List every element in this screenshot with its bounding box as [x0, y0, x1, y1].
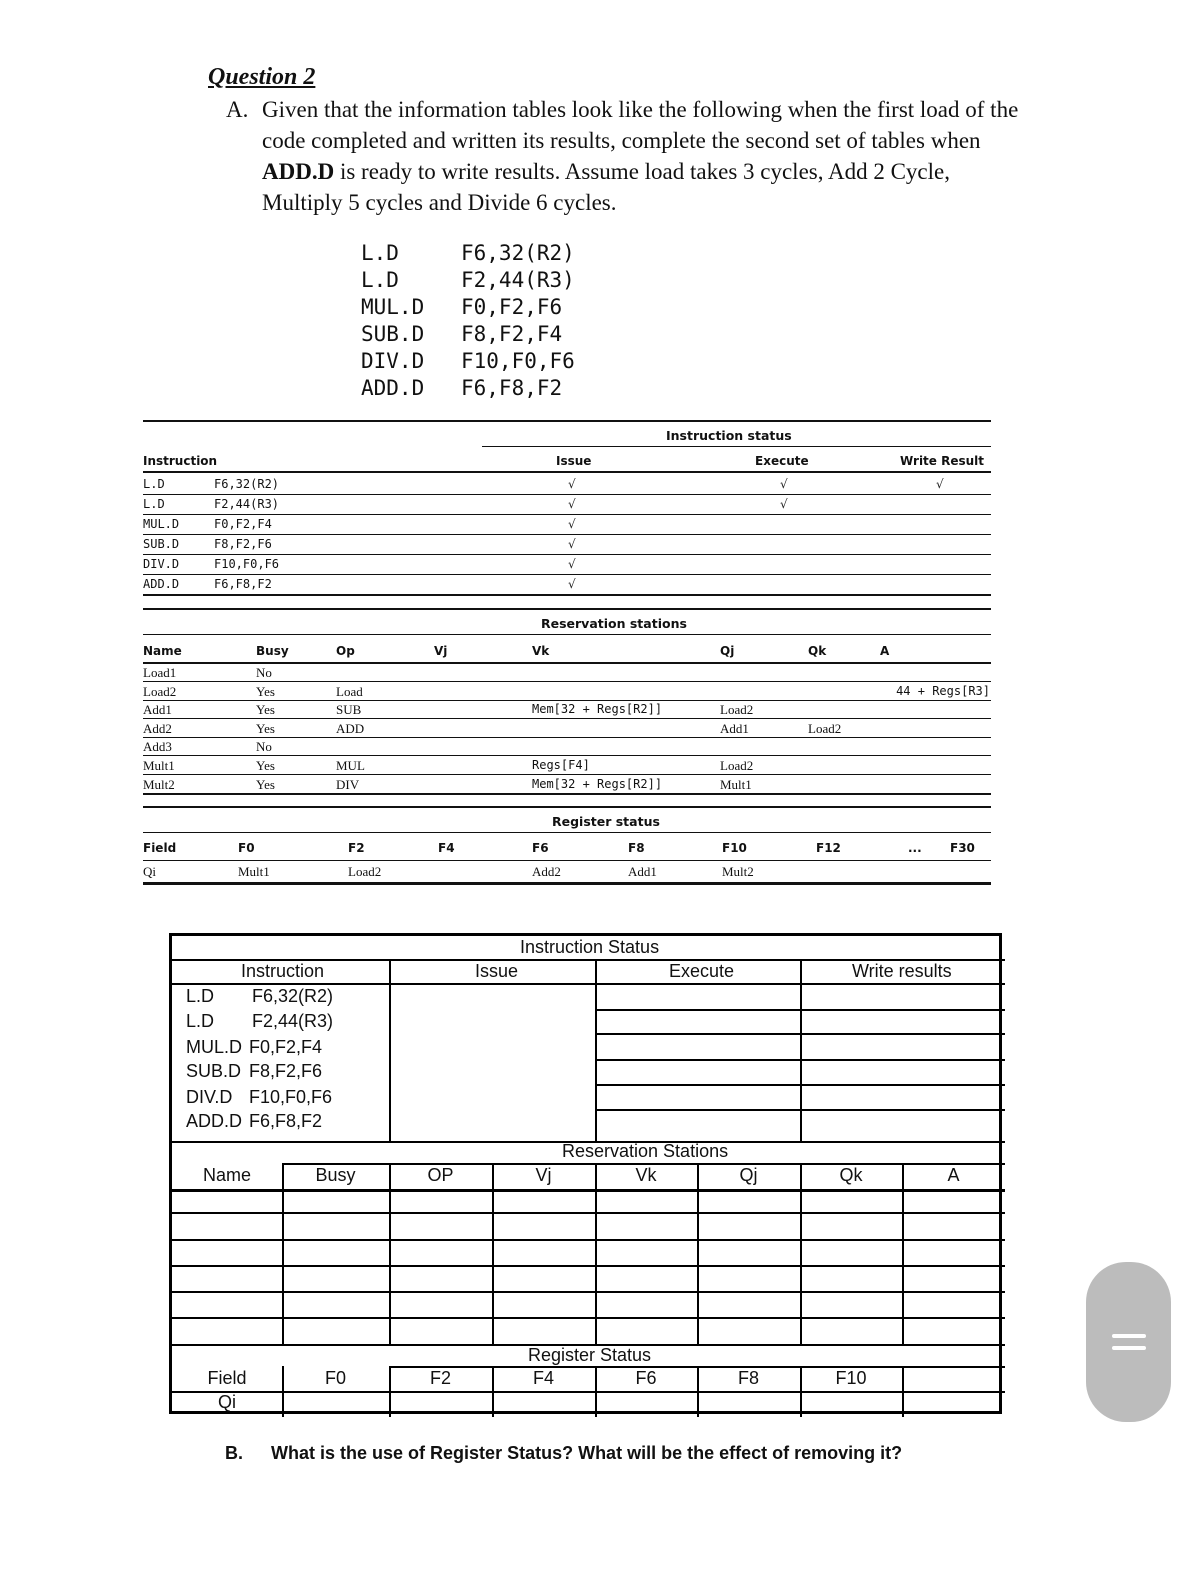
code-operands: F6,32(R2): [461, 241, 575, 265]
register-field: F10: [722, 841, 747, 855]
grid-line: [800, 959, 802, 1143]
row-divider: [143, 514, 991, 515]
instr-row-op: ADD.D: [143, 577, 180, 591]
register-qi-label: Qi: [143, 864, 156, 879]
register-qi: Mult1: [238, 864, 270, 879]
execute-check-icon: √: [780, 497, 788, 511]
row-divider: [143, 534, 991, 535]
code-line: [361, 321, 575, 348]
rs-cell-a: 44 + Regs[R3]: [896, 683, 990, 698]
rs-header-qj: Qj: [720, 644, 735, 658]
code-line: [361, 267, 575, 294]
row-divider: [143, 774, 991, 775]
answer-instr-op: SUB.D: [186, 1061, 242, 1081]
grid-line: [595, 1109, 1005, 1111]
rs-cell-qj: Mult1: [720, 776, 752, 792]
answer-reg-field: F4: [532, 1368, 554, 1388]
code-opcode: L.D: [361, 241, 399, 265]
answer-instr-args: F10,F0,F6: [249, 1087, 333, 1107]
grid-line: [172, 1189, 1005, 1192]
answer-instr-title: Instruction Status: [520, 937, 660, 957]
register-qi: Mult2: [722, 864, 754, 879]
grid-line: [172, 1317, 1005, 1319]
grid-line: [595, 1033, 1005, 1035]
answer-instr-args: F6,F8,F2: [249, 1111, 323, 1131]
answer-reg-title: Register Status: [528, 1345, 652, 1365]
code-opcode: L.D: [361, 268, 399, 292]
instr-header-instruction: Instruction: [143, 454, 218, 468]
answer-rs-header-busy: Busy: [315, 1165, 356, 1185]
rs-cell-qj: Load2: [720, 758, 754, 773]
row-divider: [143, 494, 991, 495]
answer-rs-title: Reservation Stations: [562, 1141, 729, 1161]
register-field: F0: [238, 841, 255, 855]
part-a-label: A.: [226, 97, 249, 122]
rs-header-vk: Vk: [532, 644, 550, 658]
register-qi: Load2: [348, 864, 382, 879]
rs-header-a: A: [880, 644, 890, 658]
issue-check-icon: √: [568, 557, 576, 571]
answer-issue-header: Issue: [475, 961, 519, 981]
instr-header-issue: Issue: [556, 454, 592, 468]
instr-row-args: F6,32(R2): [214, 477, 280, 491]
answer-instr-header: Instruction: [241, 961, 325, 981]
answer-instr-op: L.D: [186, 1011, 215, 1031]
rs-cell-op: ADD: [336, 720, 365, 736]
register-field: F2: [348, 841, 365, 855]
register-qi: Add1: [628, 864, 657, 879]
rs-header-busy: Busy: [256, 644, 289, 658]
register-field: ...: [908, 841, 922, 855]
instr-row-args: F8,F2,F6: [214, 537, 272, 551]
register-field: F30: [950, 841, 975, 855]
answer-instr-op: ADD.D: [186, 1111, 243, 1131]
grid-line: [172, 1212, 1005, 1214]
part-b-label: B.: [225, 1443, 243, 1463]
rs-header-name: Name: [143, 644, 182, 658]
rs-header-qk: Qk: [808, 644, 827, 658]
instr-row-op: DIV.D: [143, 557, 180, 571]
answer-reg-field: F10: [835, 1368, 867, 1388]
rs-cell-name: Mult1: [143, 758, 175, 773]
row-divider: [143, 554, 991, 555]
issue-check-icon: √: [568, 497, 576, 511]
row-divider: [143, 755, 991, 756]
issue-check-icon: √: [568, 577, 576, 591]
rs-cell-op: Load: [336, 683, 363, 699]
code-line: [361, 240, 575, 267]
instr-row-args: F6,F8,F2: [214, 577, 272, 591]
rs-cell-busy: No: [256, 739, 272, 755]
grid-line: [172, 983, 1005, 985]
answer-reg-field: F2: [429, 1368, 451, 1388]
rs-header-vj: Vj: [434, 644, 448, 658]
register-field: F6: [532, 841, 549, 855]
answer-instr-args: F6,32(R2): [252, 986, 334, 1006]
rs-cell-name: Mult2: [143, 776, 175, 792]
answer-rs-header-vj: Vj: [535, 1165, 552, 1185]
register-field-label: Field: [143, 841, 177, 855]
instr-row-op: MUL.D: [143, 517, 180, 531]
answer-rs-header-name: Name: [202, 1165, 251, 1185]
answer-reg-qi-label: Qi: [218, 1392, 236, 1412]
grid-line: [172, 1265, 1005, 1267]
rs-cell-op: MUL: [336, 758, 365, 773]
code-opcode: ADD.D: [361, 376, 425, 400]
execute-check-icon: √: [780, 477, 788, 491]
code-listing: [361, 240, 575, 402]
grid-line: [172, 1391, 1005, 1393]
code-operands: F10,F0,F6: [461, 349, 575, 373]
rs-cell-vk: Regs[F4]: [532, 758, 590, 772]
instr-row-op: SUB.D: [143, 537, 180, 551]
answer-rs-header-qj: Qj: [739, 1165, 758, 1185]
answer-instr-args: F2,44(R3): [252, 1011, 334, 1031]
code-line: [361, 348, 575, 375]
answer-reg-field: F8: [737, 1368, 759, 1388]
register-status-title: Register status: [552, 814, 660, 829]
instr-row-args: F0,F2,F4: [214, 517, 272, 531]
part-a-bold-keyword: ADD.D: [262, 159, 335, 184]
code-operands: F6,F8,F2: [461, 376, 563, 400]
answer-instr-op: MUL.D: [186, 1037, 243, 1057]
question-title: Question 2: [208, 64, 316, 90]
reservation-title: Reservation stations: [541, 616, 687, 631]
instr-row-op: L.D: [143, 497, 165, 511]
answer-reg-field: F0: [324, 1368, 346, 1388]
answer-execute-header: Execute: [669, 961, 735, 981]
rs-cell-busy: Yes: [256, 758, 275, 773]
rs-cell-name: Load1: [143, 665, 177, 680]
part-a-text: Given that the information tables look like the following when the first load of the code completed and written its results, complete the second set of tables when ADD.D is ready to write results. Assume load takes 3 cycles, Add 2 Cycle, Multiply 5 cycles and Divide 6 cycles.: [262, 97, 1019, 215]
answer-instr-op: DIV.D: [186, 1087, 233, 1107]
grid-line: [172, 1291, 1005, 1293]
row-divider: [143, 793, 991, 795]
answer-write-header: Write results: [852, 961, 952, 981]
rs-cell-vk: Mem[32 + Regs[R2]]: [532, 776, 663, 791]
grip-line-icon: [1112, 1346, 1146, 1350]
issue-check-icon: √: [568, 477, 576, 491]
answer-instr-args: F8,F2,F6: [249, 1061, 323, 1081]
code-operands: F0,F2,F6: [461, 295, 563, 319]
code-opcode: DIV.D: [361, 349, 425, 373]
answer-instr-args: F0,F2,F4: [249, 1037, 323, 1057]
instr-row-args: F2,44(R3): [214, 497, 280, 511]
write-check-icon: √: [936, 477, 944, 491]
answer-instr-op: L.D: [186, 986, 215, 1006]
rs-header-op: Op: [336, 644, 355, 658]
answer-rs-header-qk: Qk: [839, 1165, 863, 1185]
code-opcode: SUB.D: [361, 322, 425, 346]
answer-reg-field: F6: [635, 1368, 657, 1388]
rs-cell-qj: Load2: [720, 702, 754, 718]
rs-cell-op: SUB: [336, 702, 362, 718]
rs-cell-name: Add3: [143, 739, 172, 755]
instr-header-write: Write Result: [900, 454, 985, 468]
scroll-handle[interactable]: [1086, 1262, 1171, 1422]
issue-check-icon: √: [568, 517, 576, 531]
row-divider: [143, 681, 991, 682]
code-line: [361, 294, 575, 321]
code-line: [361, 375, 575, 402]
rs-cell-qj: Add1: [720, 720, 749, 736]
issue-check-icon: √: [568, 537, 576, 551]
instr-row-args: F10,F0,F6: [214, 557, 280, 571]
grid-line: [595, 1009, 1005, 1011]
instr-header-execute: Execute: [755, 454, 809, 468]
row-divider: [143, 574, 991, 575]
answer-rs-header-vk: Vk: [635, 1165, 657, 1185]
grid-line: [595, 1084, 1005, 1086]
grid-line: [389, 959, 391, 1143]
instruction-status-title: Instruction status: [666, 428, 792, 443]
grid-line: [595, 959, 597, 1143]
rs-cell-busy: Yes: [256, 683, 275, 699]
answer-rs-header-op: OP: [427, 1165, 454, 1185]
rs-cell-op: DIV: [336, 776, 360, 792]
answer-rs-header-a: A: [947, 1165, 960, 1185]
code-operands: F8,F2,F4: [461, 322, 563, 346]
grid-line: [172, 1239, 1005, 1241]
rs-cell-busy: Yes: [256, 720, 275, 736]
code-opcode: MUL.D: [361, 295, 425, 319]
rs-cell-name: Add1: [143, 702, 172, 718]
register-field: F4: [438, 841, 455, 855]
row-divider: [143, 718, 991, 719]
rs-cell-busy: Yes: [256, 702, 275, 718]
instr-row-op: L.D: [143, 477, 165, 491]
grid-line: [595, 1059, 1005, 1061]
row-divider: [143, 594, 991, 596]
part-b-text: What is the use of Register Status? What will be the effect of removing it?: [271, 1443, 903, 1463]
rs-cell-qk: Load2: [808, 720, 842, 736]
rs-cell-busy: Yes: [256, 776, 275, 792]
rs-cell-busy: No: [256, 665, 272, 680]
rs-cell-name: Add2: [143, 720, 172, 736]
rs-cell-name: Load2: [143, 683, 177, 699]
part-b-question: [225, 1443, 902, 1464]
code-operands: F2,44(R3): [461, 268, 575, 292]
rs-cell-vk: Mem[32 + Regs[R2]]: [532, 702, 663, 717]
grip-line-icon: [1112, 1334, 1146, 1338]
answer-reg-field-label: Field: [207, 1368, 247, 1388]
answer-tables-grid: [169, 933, 1002, 1414]
register-field: F8: [628, 841, 645, 855]
row-divider: [143, 737, 991, 738]
row-divider: [143, 700, 991, 701]
register-qi: Add2: [532, 864, 561, 879]
register-field: F12: [816, 841, 841, 855]
